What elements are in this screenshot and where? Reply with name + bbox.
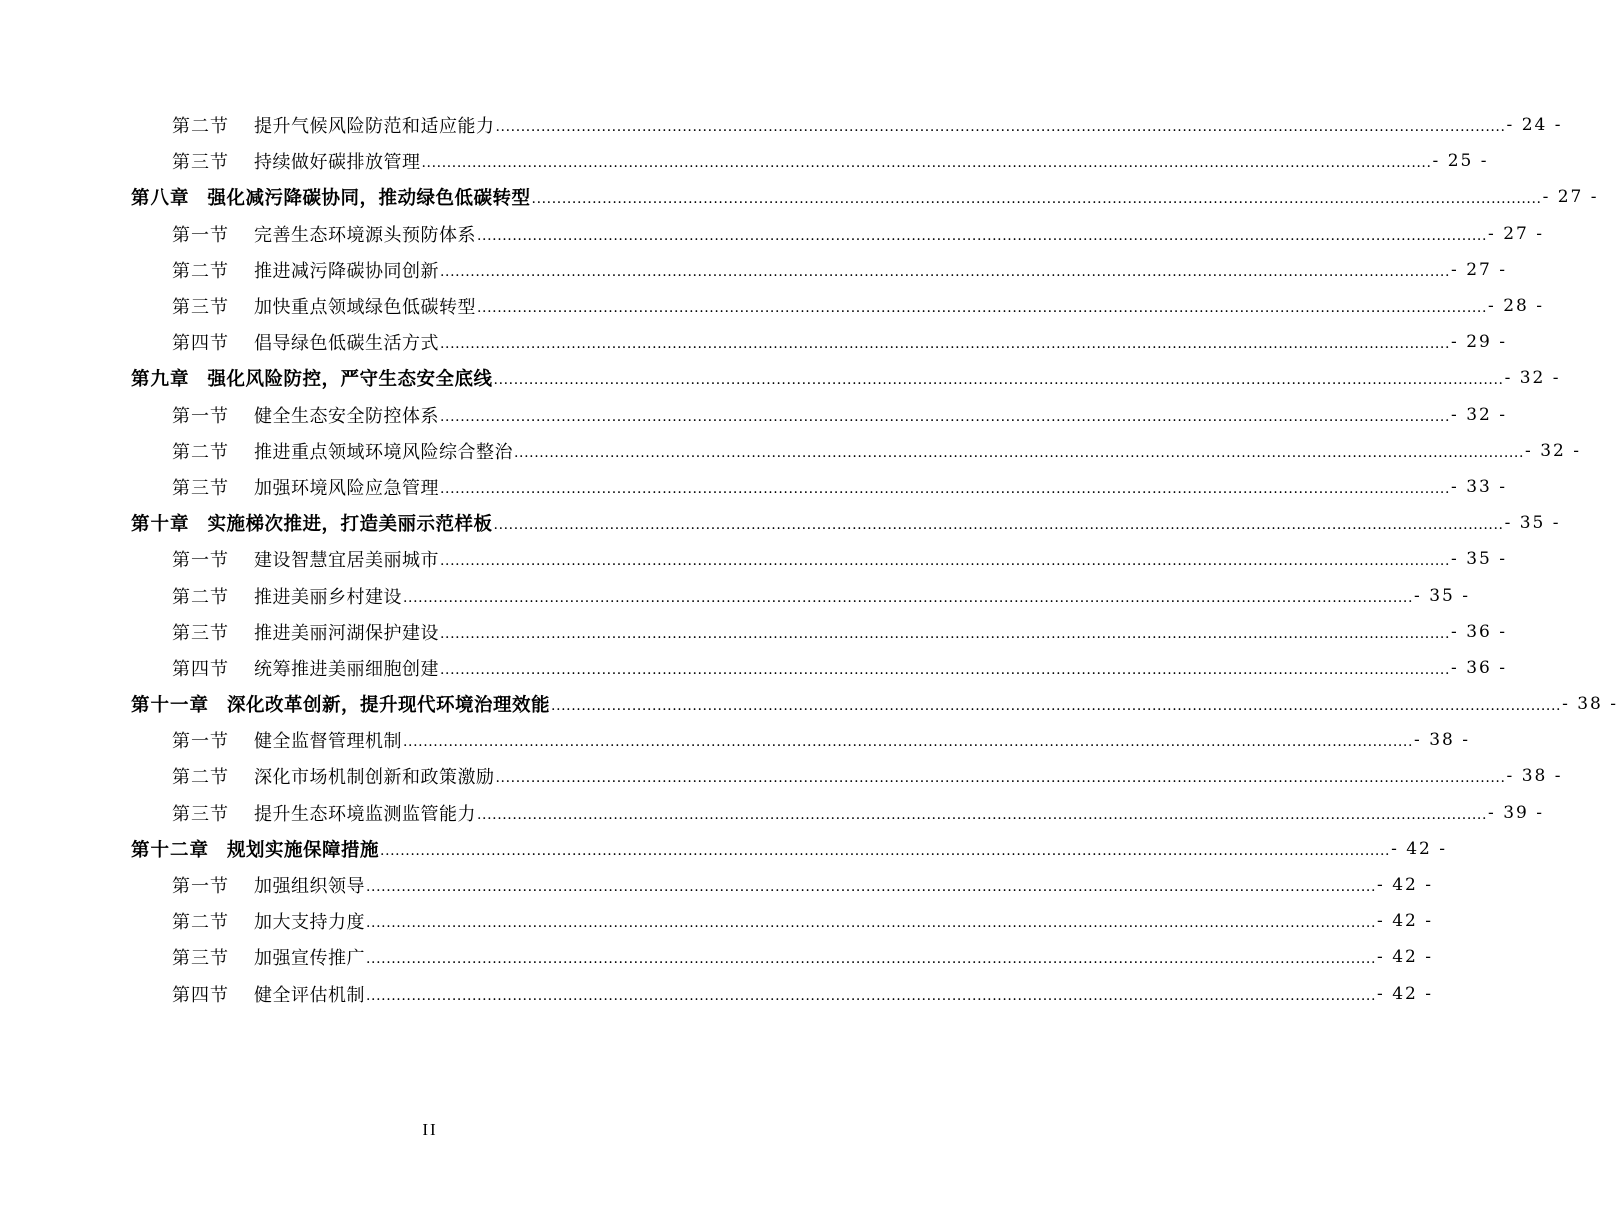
dot-leader: ........................................................................................................................................................................................................	[440, 263, 1451, 280]
toc-title: 健全评估机制	[254, 984, 365, 1006]
dot-leader: ........................................................................................................................................................................................................	[477, 806, 1488, 823]
dot-leader: ........................................................................................................................................................................................................	[477, 300, 1488, 317]
dot-leader: ........................................................................................................................................................................................................	[403, 589, 1414, 606]
toc-title: 健全生态安全防控体系	[254, 405, 439, 427]
toc-label: 第二节	[172, 912, 229, 934]
toc-title: 持续做好碳排放管理	[254, 152, 421, 174]
toc-label: 第三节	[172, 477, 229, 499]
toc-label: 第一节	[172, 876, 229, 898]
toc-entry[interactable]	[0, 758, 1563, 794]
toc-title: 强化减污降碳协同，推动绿色低碳转型	[207, 188, 531, 210]
dot-leader: ........................................................................................................................................................................................................	[495, 770, 1506, 787]
toc-entry[interactable]	[0, 614, 1507, 650]
dot-leader: ........................................................................................................................................................................................................	[440, 336, 1451, 353]
toc-entry[interactable]	[0, 939, 1433, 975]
toc-title: 加强环境风险应急管理	[254, 477, 439, 499]
dot-leader: ........................................................................................................................................................................................................	[366, 915, 1377, 932]
toc-label: 第四节	[172, 658, 229, 680]
toc-page: - 27 -	[1542, 187, 1599, 208]
toc-label: 第三节	[172, 152, 229, 174]
toc-title: 加大支持力度	[254, 912, 365, 934]
dot-leader: ........................................................................................................................................................................................................	[477, 227, 1488, 244]
toc-page: - 42 -	[1377, 911, 1433, 932]
toc-label: 第十二章	[131, 839, 210, 861]
dot-leader: ........................................................................................................................................................................................................	[440, 408, 1451, 425]
toc-page: - 27 -	[1451, 259, 1507, 280]
toc-entry[interactable]	[0, 252, 1507, 288]
toc-label: 第二节	[172, 767, 229, 789]
toc-entry[interactable]	[0, 903, 1433, 939]
toc-title: 推进美丽乡村建设	[254, 586, 402, 608]
toc-label: 第三节	[172, 948, 229, 970]
toc-page: - 32 -	[1525, 440, 1581, 461]
dot-leader: ........................................................................................................................................................................................................	[380, 842, 1391, 859]
toc-chapter-entry[interactable]	[0, 360, 1561, 396]
dot-leader: ........................................................................................................................................................................................................	[440, 480, 1451, 497]
dot-leader: ........................................................................................................................................................................................................	[493, 372, 1504, 389]
toc-entry[interactable]	[0, 143, 1489, 179]
dot-leader: ........................................................................................................................................................................................................	[440, 625, 1451, 642]
toc-label: 第一节	[172, 224, 229, 246]
toc-entry[interactable]	[0, 650, 1507, 686]
toc-title: 完善生态环境源头预防体系	[254, 224, 476, 246]
toc-label: 第九章	[131, 369, 190, 391]
toc-chapter-entry[interactable]	[0, 686, 1618, 722]
toc-page: - 38 -	[1506, 766, 1563, 787]
toc-title: 实施梯次推进，打造美丽示范样板	[207, 514, 493, 536]
dot-leader: ........................................................................................................................................................................................................	[514, 444, 1525, 461]
dot-leader: ........................................................................................................................................................................................................	[366, 987, 1377, 1004]
toc-title: 深化改革创新，提升现代环境治理效能	[227, 695, 551, 717]
dot-leader: ........................................................................................................................................................................................................	[366, 951, 1377, 968]
dot-leader: ........................................................................................................................................................................................................	[531, 191, 1542, 208]
toc-title: 健全监督管理机制	[254, 731, 402, 753]
toc-page: - 42 -	[1377, 983, 1433, 1004]
toc-chapter-entry[interactable]	[0, 831, 1448, 867]
toc-chapter-entry[interactable]	[0, 505, 1561, 541]
toc-title: 加快重点领域绿色低碳转型	[254, 297, 476, 319]
dot-leader: ........................................................................................................................................................................................................	[366, 879, 1377, 896]
toc-page: - 28 -	[1488, 296, 1544, 317]
toc-label: 第十章	[131, 514, 190, 536]
toc-chapter-entry[interactable]	[0, 179, 1599, 215]
toc-page: - 32 -	[1504, 368, 1561, 389]
toc-label: 第八章	[131, 188, 190, 210]
toc-entry[interactable]	[0, 541, 1507, 577]
toc-entry[interactable]	[0, 433, 1581, 469]
toc-entry[interactable]	[0, 577, 1470, 613]
toc-label: 第三节	[172, 622, 229, 644]
toc-entry[interactable]	[0, 469, 1507, 505]
toc-title: 提升生态环境监测监管能力	[254, 803, 476, 825]
page-number: II	[422, 1120, 438, 1139]
toc-entry[interactable]	[0, 397, 1507, 433]
toc-page: - 39 -	[1488, 802, 1544, 823]
toc-page: - 27 -	[1488, 223, 1544, 244]
toc-page: - 25 -	[1432, 151, 1489, 172]
toc-page: - 42 -	[1377, 947, 1433, 968]
toc-label: 第二节	[172, 116, 229, 138]
toc-page: - 24 -	[1506, 115, 1563, 136]
toc-title: 强化风险防控，严守生态安全底线	[207, 369, 493, 391]
toc-label: 第一节	[172, 731, 229, 753]
toc-title: 提升气候风险防范和适应能力	[254, 116, 495, 138]
toc-label: 第一节	[172, 405, 229, 427]
toc-title: 推进美丽河湖保护建设	[254, 622, 439, 644]
toc-title: 加强组织领导	[254, 876, 365, 898]
toc-page: - 38 -	[1414, 730, 1470, 751]
toc-label: 第三节	[172, 803, 229, 825]
toc-entry[interactable]	[0, 722, 1470, 758]
toc-page: - 35 -	[1414, 585, 1470, 606]
toc-title: 规划实施保障措施	[227, 839, 380, 861]
toc-title: 深化市场机制创新和政策激励	[254, 767, 495, 789]
toc-page: - 42 -	[1391, 838, 1448, 859]
toc-entry[interactable]	[0, 795, 1544, 831]
toc-entry[interactable]	[0, 107, 1563, 143]
toc-title: 推进减污降碳协同创新	[254, 260, 439, 282]
dot-leader: ........................................................................................................................................................................................................	[440, 661, 1451, 678]
toc-entry[interactable]	[0, 216, 1544, 252]
toc-page: - 36 -	[1451, 621, 1507, 642]
dot-leader: ........................................................................................................................................................................................................	[493, 517, 1504, 534]
toc-page: - 42 -	[1377, 875, 1433, 896]
dot-leader: ........................................................................................................................................................................................................	[495, 119, 1506, 136]
dot-leader: ........................................................................................................................................................................................................	[440, 553, 1451, 570]
toc-page: - 36 -	[1451, 657, 1507, 678]
toc-entry[interactable]	[0, 288, 1544, 324]
toc-entry[interactable]	[0, 324, 1507, 360]
dot-leader: ........................................................................................................................................................................................................	[403, 734, 1414, 751]
toc-label: 第二节	[172, 260, 229, 282]
toc-page: - 38 -	[1562, 694, 1618, 715]
dot-leader: ........................................................................................................................................................................................................	[421, 155, 1432, 172]
toc-label: 第四节	[172, 984, 229, 1006]
toc-label: 第十一章	[131, 695, 210, 717]
toc-label: 第二节	[172, 441, 229, 463]
toc-page: - 32 -	[1451, 404, 1507, 425]
toc-label: 第四节	[172, 333, 229, 355]
toc-page: - 35 -	[1451, 549, 1507, 570]
toc-page: - 33 -	[1451, 476, 1507, 497]
dot-leader: ........................................................................................................................................................................................................	[551, 698, 1562, 715]
toc-page: - 35 -	[1504, 513, 1561, 534]
toc-title: 倡导绿色低碳生活方式	[254, 333, 439, 355]
toc-title: 统筹推进美丽细胞创建	[254, 658, 439, 680]
toc-entry[interactable]	[0, 867, 1433, 903]
toc-entry[interactable]	[0, 976, 1433, 1012]
toc-title: 推进重点领域环境风险综合整治	[254, 441, 513, 463]
toc-label: 第二节	[172, 586, 229, 608]
table-of-contents	[0, 107, 1618, 1012]
toc-title: 加强宣传推广	[254, 948, 365, 970]
toc-label: 第一节	[172, 550, 229, 572]
toc-label: 第三节	[172, 297, 229, 319]
toc-title: 建设智慧宜居美丽城市	[254, 550, 439, 572]
toc-page: - 29 -	[1451, 332, 1507, 353]
